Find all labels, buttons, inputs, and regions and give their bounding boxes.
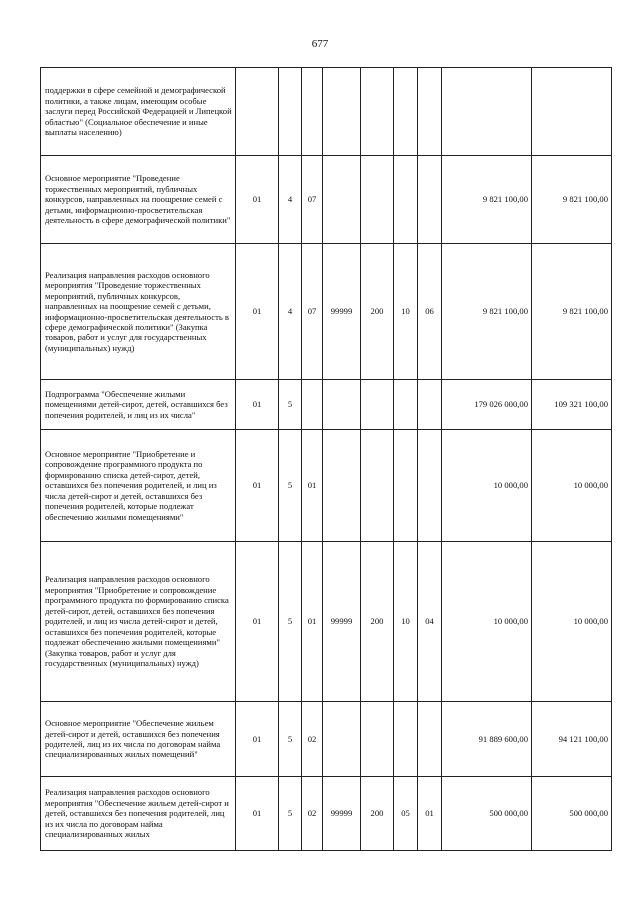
code-cell: 99999 [323,244,361,380]
code-cell: 5 [279,777,302,851]
code-cell: 01 [236,380,279,430]
code-cell: 01 [236,244,279,380]
amount-cell: 10 000,00 [532,542,612,702]
amount-cell: 10 000,00 [442,430,532,542]
row-description: Реализация направления расходов основного мероприятия "Проведение торжественных мероприятий, публичных конкурсов, направленных на поощрение семей с детьми, информационно-просветительская деятельность в сфере демографической политики" (Закупка товаров, работ и услуг для государственных (муниципальных) нужд) [41,244,236,380]
code-cell: 01 [418,777,442,851]
code-cell [361,68,394,156]
row-description: Реализация направления расходов основного мероприятия "Приобретение и сопровождение программного продукта по формированию списка детей-сирот, детей, оставшихся без попечения родителей, и лиц из числа детей-сирот и детей, оставшихся без попечения родителей, которые подлежат обеспечению жилыми помещениями" (Закупка товаров, работ и услуг для государственных (муниципальных) нужд) [41,542,236,702]
table-row [41,380,612,430]
code-cell: 01 [302,430,323,542]
code-cell [394,430,418,542]
code-cell: 4 [279,244,302,380]
code-cell: 10 [394,542,418,702]
code-cell [323,380,361,430]
table-row [41,542,612,702]
amount-cell: 500 000,00 [442,777,532,851]
code-cell [323,430,361,542]
code-cell: 01 [302,542,323,702]
code-cell [418,430,442,542]
code-cell [279,68,302,156]
code-cell: 07 [302,156,323,244]
code-cell [418,156,442,244]
code-cell [394,380,418,430]
amount-cell: 179 026 000,00 [442,380,532,430]
amount-cell: 109 321 100,00 [532,380,612,430]
code-cell [323,702,361,777]
row-description: поддержки в сфере семейной и демографической политики, а также лицам, имеющим особые заслуги перед Российской Федерацией и Липецкой областью" (Социальное обеспечение и иные выплаты населению) [41,68,236,156]
amount-cell: 10 000,00 [532,430,612,542]
table-row [41,156,612,244]
table-row [41,777,612,851]
amount-cell: 94 121 100,00 [532,702,612,777]
code-cell [361,380,394,430]
code-cell: 07 [302,244,323,380]
code-cell: 06 [418,244,442,380]
row-description: Подпрограмма "Обеспечение жилыми помещениями детей-сирот, детей, оставшихся без попечения родителей, и лиц из их числа" [41,380,236,430]
code-cell: 5 [279,430,302,542]
code-cell [323,156,361,244]
row-description: Основное мероприятие "Проведение торжественных мероприятий, публичных конкурсов, направленных на поощрение семей с детьми, информационно-просветительская деятельность в сфере демографической политики" [41,156,236,244]
code-cell: 01 [236,156,279,244]
amount-cell [442,68,532,156]
code-cell [361,156,394,244]
code-cell [394,156,418,244]
code-cell: 99999 [323,777,361,851]
code-cell: 01 [236,430,279,542]
code-cell [361,702,394,777]
budget-table [40,67,612,851]
code-cell: 01 [236,777,279,851]
code-cell: 200 [361,244,394,380]
table-row [41,430,612,542]
code-cell: 99999 [323,542,361,702]
amount-cell: 500 000,00 [532,777,612,851]
code-cell [302,380,323,430]
code-cell [418,68,442,156]
code-cell: 02 [302,777,323,851]
amount-cell: 9 821 100,00 [532,244,612,380]
code-cell: 5 [279,702,302,777]
code-cell [394,702,418,777]
code-cell: 01 [236,542,279,702]
amount-cell: 9 821 100,00 [442,156,532,244]
code-cell: 4 [279,156,302,244]
code-cell [323,68,361,156]
amount-cell [532,68,612,156]
amount-cell: 9 821 100,00 [442,244,532,380]
code-cell [302,68,323,156]
amount-cell: 9 821 100,00 [532,156,612,244]
code-cell [361,430,394,542]
amount-cell: 91 889 600,00 [442,702,532,777]
table-row [41,702,612,777]
code-cell: 200 [361,542,394,702]
code-cell [418,380,442,430]
code-cell: 200 [361,777,394,851]
table-row [41,244,612,380]
code-cell: 10 [394,244,418,380]
code-cell: 5 [279,380,302,430]
code-cell [394,68,418,156]
amount-cell: 10 000,00 [442,542,532,702]
row-description: Основное мероприятие "Приобретение и сопровождение программного продукта по формированию списка детей-сирот, детей, оставшихся без попечения родителей, и лиц из числа детей-сирот и детей, оставшихся без попечения родителей, которые подлежат обеспечению жилыми помещениями" [41,430,236,542]
row-description: Основное мероприятие "Обеспечение жильем детей-сирот и детей, оставшихся без попечения родителей, лиц из их числа по договорам найма специализированных жилых помещений" [41,702,236,777]
table-row [41,68,612,156]
row-description: Реализация направления расходов основного мероприятия "Обеспечение жильем детей-сирот и детей, оставшихся без попечения родителей, лиц из их числа по договорам найма специализированных жилых [41,777,236,851]
code-cell: 04 [418,542,442,702]
code-cell: 05 [394,777,418,851]
code-cell: 01 [236,702,279,777]
page-number: 677 [311,38,329,50]
code-cell: 02 [302,702,323,777]
code-cell: 5 [279,542,302,702]
code-cell [236,68,279,156]
code-cell [418,702,442,777]
